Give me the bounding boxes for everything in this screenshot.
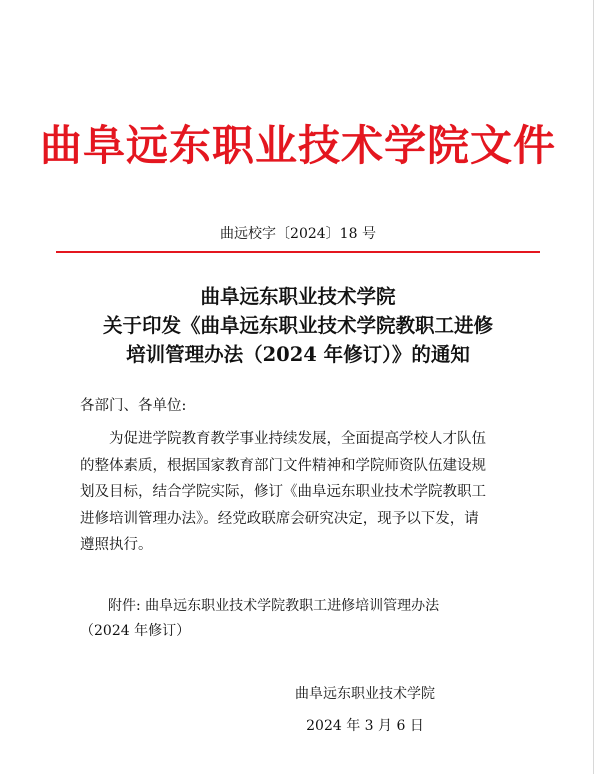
page-edge-line xyxy=(593,0,594,774)
body-paragraph xyxy=(80,426,520,559)
body-line: 遵照执行。 xyxy=(80,537,153,554)
attachment-line: 附件: 曲阜远东职业技术学院教职工进修培训管理办法 xyxy=(80,598,440,614)
salutation: 各部门、各单位: xyxy=(80,398,187,414)
signature-block xyxy=(240,678,490,742)
notice-title xyxy=(0,282,596,369)
attachment-line: （2024 年修订） xyxy=(80,623,191,639)
body-line: 划及目标，结合学院实际，修订《曲阜远东职业技术学院教职工 xyxy=(80,484,486,501)
document-number: 曲远校字〔2024〕18 号 xyxy=(220,226,376,242)
signature-date: 2024 年 3 月 6 日 xyxy=(306,718,424,734)
body-line: 的整体素质，根据国家教育部门文件精神和学院师资队伍建设规 xyxy=(80,457,486,474)
notice-title-line: 关于印发《曲阜远东职业技术学院教职工进修 xyxy=(102,314,493,337)
signature-organization: 曲阜远东职业技术学院 xyxy=(295,686,435,702)
notice-title-line: 培训管理办法（2024 年修订）》的通知 xyxy=(126,343,470,366)
red-header-title: 曲阜远东职业技术学院文件 xyxy=(39,121,556,170)
attachment-note xyxy=(80,594,530,644)
body-line: 为促进学院教育教学事业持续发展，全面提高学校人才队伍 xyxy=(80,431,486,447)
notice-title-line: 曲阜远东职业技术学院 xyxy=(200,285,396,308)
body-line: 进修培训管理办法》。经党政联席会研究决定，现予以下发，请 xyxy=(80,510,479,527)
red-separator-line xyxy=(56,251,540,253)
